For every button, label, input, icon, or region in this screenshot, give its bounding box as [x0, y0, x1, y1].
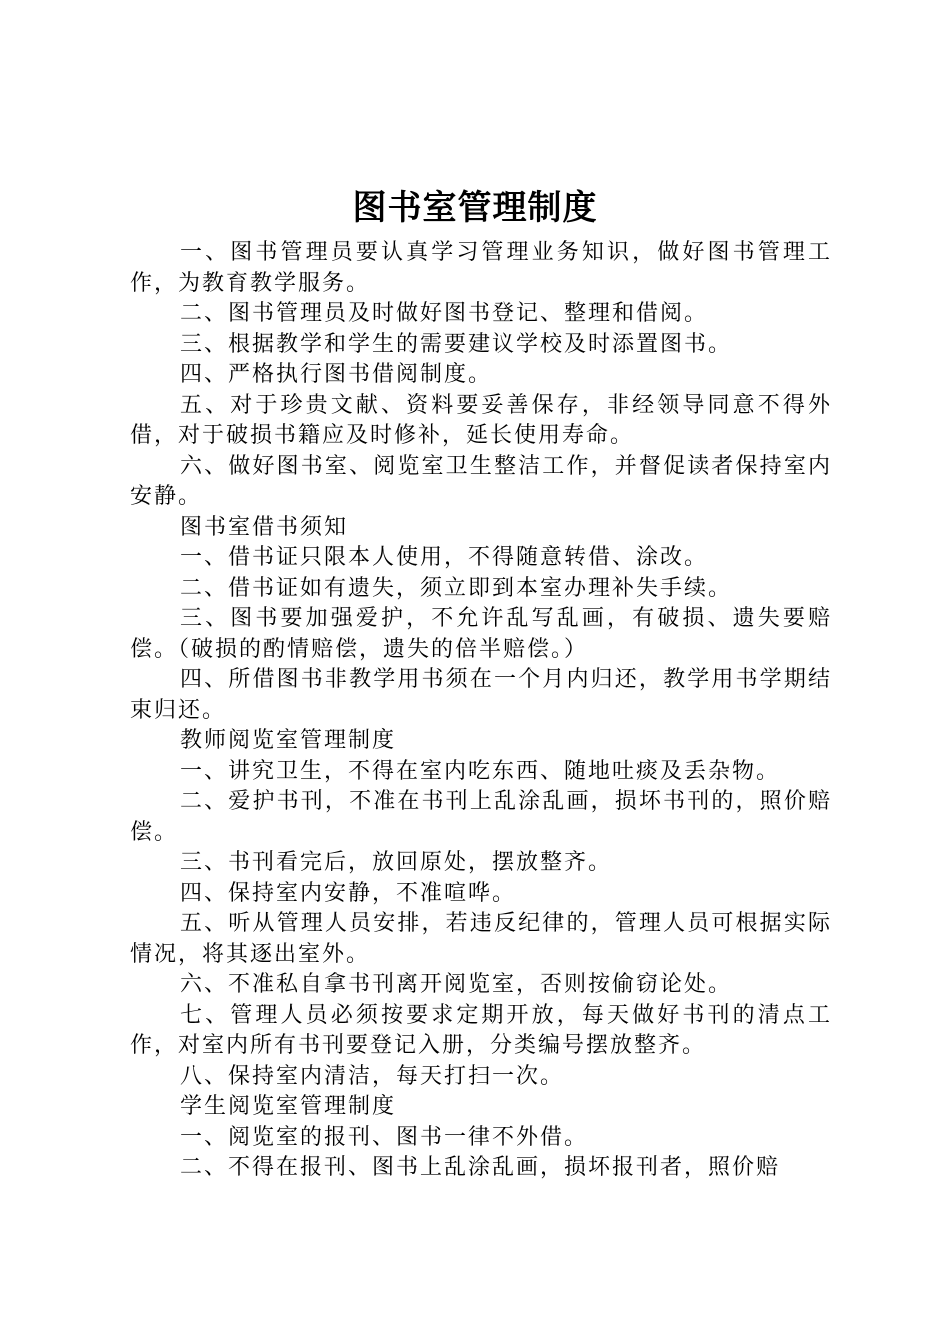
paragraph: 四、所借图书非教学用书须在一个月内归还，教学用书学期结束归还。 [130, 667, 832, 723]
paragraph: 三、根据教学和学生的需要建议学校及时添置图书。 [180, 331, 733, 357]
paragraph: 二、爱护书刊，不准在书刊上乱涂乱画，损坏书刊的，照价赔偿。 [130, 789, 832, 845]
paragraph: 一、借书证只限本人使用，不得随意转借、涂改。 [180, 545, 709, 570]
paragraph: 六、做好图书室、阅览室卫生整洁工作，并督促读者保持室内安静。 [130, 453, 832, 509]
paragraph: 五、听从管理人员安排，若违反纪律的，管理人员可根据实际情况，将其逐出室外。 [130, 911, 832, 967]
section-heading: 教师阅览室管理制度 [180, 728, 397, 753]
paragraph: 二、借书证如有遗失，须立即到本室办理补失手续。 [180, 575, 733, 601]
paragraph: 二、图书管理员及时做好图书登记、整理和借阅。 [180, 301, 709, 326]
paragraph: 一、图书管理员要认真学习管理业务知识，做好图书管理工作，为教育教学服务。 [130, 240, 832, 296]
paragraph: 四、保持室内安静，不准喧哗。 [180, 880, 517, 906]
paragraph: 七、管理人员必须按要求定期开放，每天做好书刊的清点工作，对室内所有书刊要登记入册，分类编号摆放整齐。 [130, 1002, 832, 1058]
document-title: 图书室管理制度 [352, 188, 598, 228]
section-heading: 图书室借书须知 [180, 514, 349, 540]
paragraph: 三、书刊看完后，放回原处，摆放整齐。 [180, 850, 613, 875]
paragraph: 一、讲究卫生，不得在室内吃东西、随地吐痰及丢杂物。 [180, 758, 781, 784]
paragraph: 四、严格执行图书借阅制度。 [180, 362, 493, 387]
document-body [130, 238, 832, 1184]
paragraph: 一、阅览室的报刊、图书一律不外借。 [180, 1124, 589, 1150]
paragraph: 八、保持室内清洁，每天打扫一次。 [180, 1063, 565, 1089]
paragraph: 三、图书要加强爱护，不允许乱写乱画，有破损、遗失要赔偿。（破损的酌情赔偿，遗失的倍半赔偿。） [130, 606, 832, 662]
section-heading: 学生阅览室管理制度 [180, 1094, 397, 1119]
paragraph: 六、不准私自拿书刊离开阅览室，否则按偷窃论处。 [180, 972, 733, 997]
paragraph: 二、不得在报刊、图书上乱涂乱画，损坏报刊者，照价赔 [180, 1155, 781, 1180]
paragraph: 五、对于珍贵文献、资料要妥善保存，非经领导同意不得外借，对于破损书籍应及时修补，延长使用寿命。 [130, 392, 832, 448]
